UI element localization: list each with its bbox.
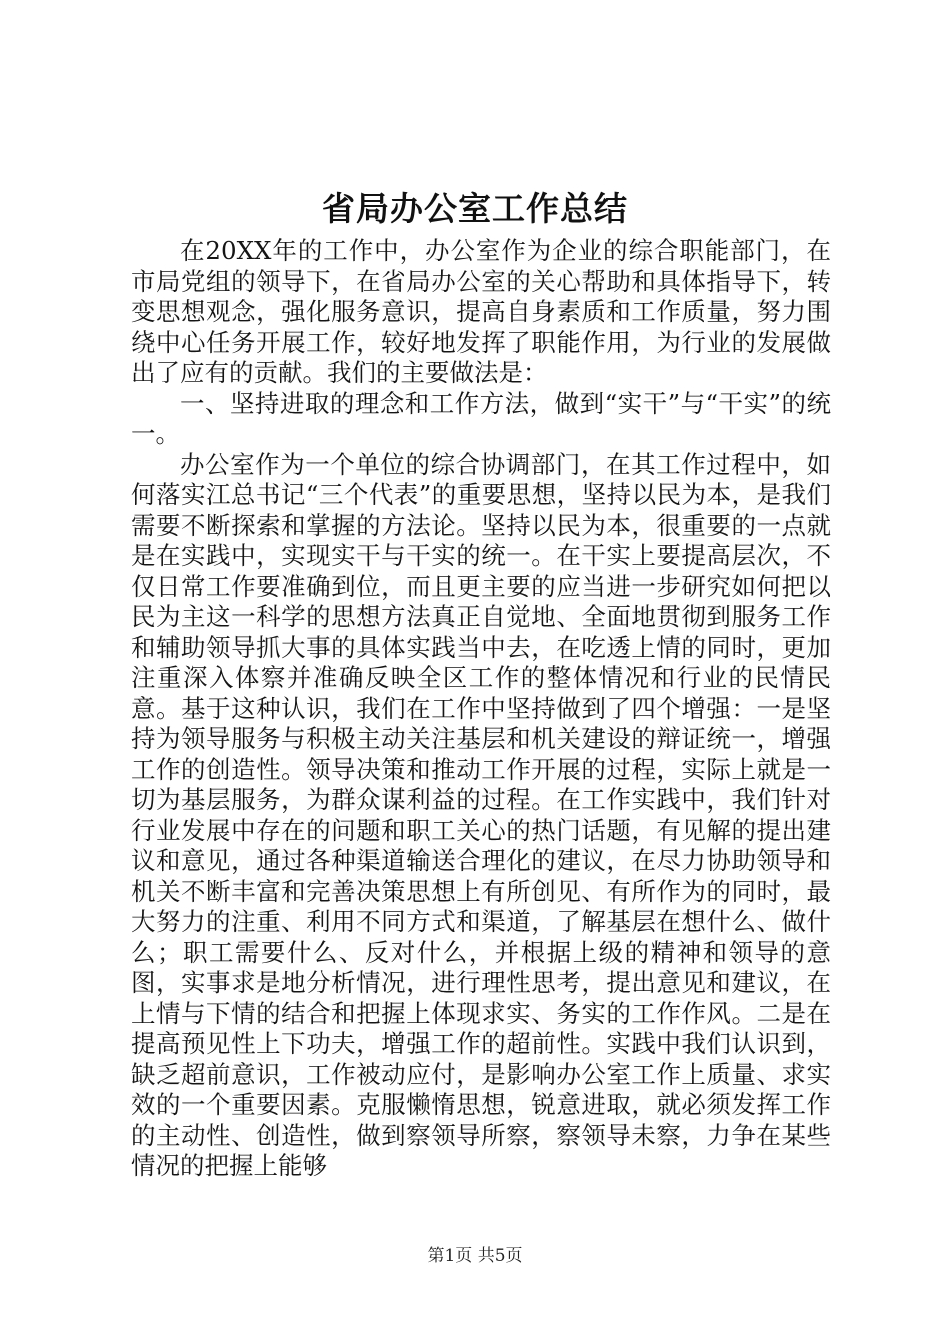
body-paragraph-section-1: 办公室作为一个单位的综合协调部门，在其工作过程中，如何落实江总书记“三个代表”的重要思想，坚持以民为本，是我们需要不断探索和掌握的方法论。坚持以民为本，很重要的一点就是在实践中，实现实干与干实的统一。在干实上要提高层次，不仅日常工作要准确到位，而且更主要的应当进一步研究如何把以民为主这一科学的思想方法真正自觉地、全面地贯彻到服务工作和辅助领导抓大事的具体实践当中去，在吃透上情的同时，更加注重深入体察并准确反映全区工作的整体情况和行业的民情民意。基于这种认识，我们在工作中坚持做到了四个增强：一是坚持为领导服务与积极主动关注基层和机关建设的辩证统一，增强工作的创造性。领导决策和推动工作开展的过程，实际上就是一切为基层服务，为群众谋利益的过程。在工作实践中，我们针对行业发展中存在的问题和职工关心的热门话题，有见解的提出建议和意见，通过各种渠道输送合理化的建议，在尽力协助领导和机关不断丰富和完善决策思想上有所创见、有所作为的同时，最大努力的注重、利用不同方式和渠道，了解基层在想什么、做什么；职工需要什么、反对什么，并根据上级的精神和领导的意图，实事求是地分析情况，进行理性思考，提出意见和建议，在上情与下情的结合和把握上体现求实、务实的工作作风。二是在提高预见性上下功夫，增强工作的超前性。实践中我们认识到，缺乏超前意识，工作被动应付，是影响办公室工作上质量、求实效的一个重要因素。克服懒惰思想，锐意进取，就必须发挥工作的主动性、创造性，做到察领导所察，察领导未察，力争在某些情况的把握上能够 (131, 449, 831, 1180)
document-title: 省局办公室工作总结 (322, 189, 628, 228)
page-footer: 第1页 共5页 (427, 1246, 523, 1266)
document-body (131, 236, 831, 1182)
section-heading-1: 一、坚持进取的理念和工作方法，做到“实干”与“干实”的统一。 (131, 388, 831, 448)
body-paragraph-intro: 在20XX年的工作中，办公室作为企业的综合职能部门，在市局党组的领导下，在省局办公室的关心帮助和具体指导下，转变思想观念，强化服务意识，提高自身素质和工作质量，努力围绕中心任务开展工作，较好地发挥了职能作用，为行业的发展做出了应有的贡献。我们的主要做法是： (131, 236, 831, 387)
